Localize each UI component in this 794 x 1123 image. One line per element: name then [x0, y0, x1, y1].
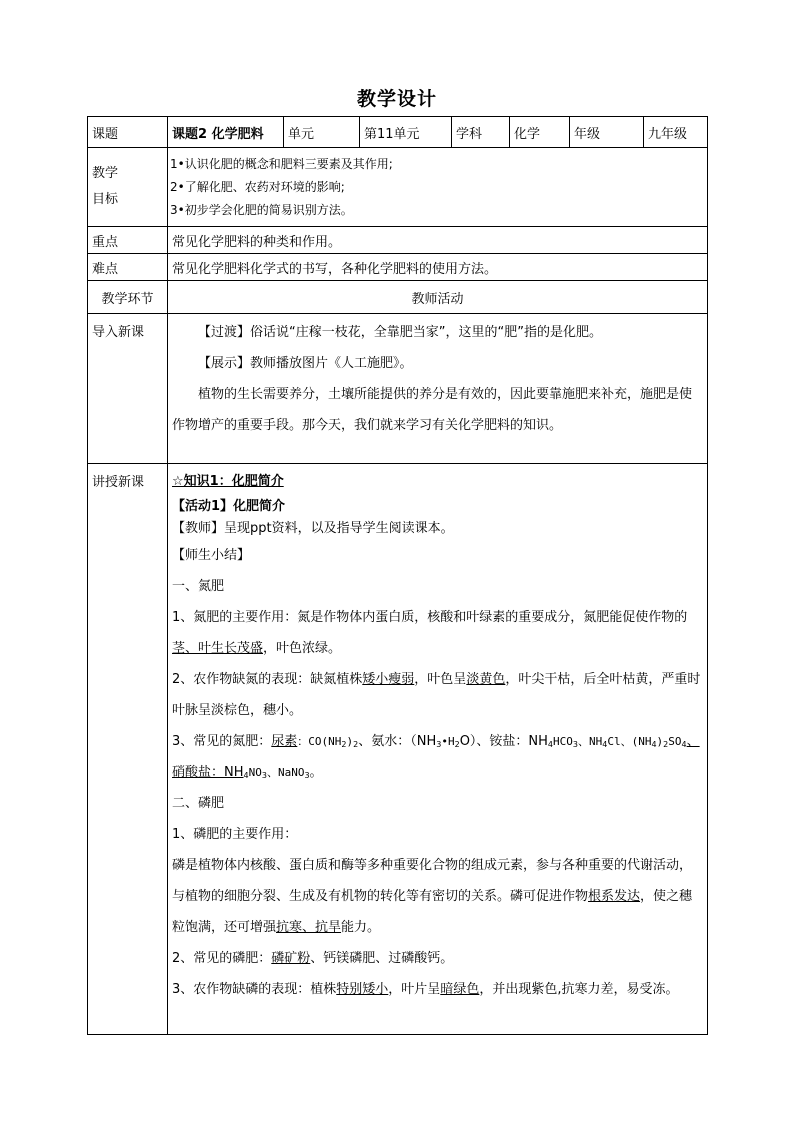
underlined-text: 茎、叶生长茂盛 — [172, 641, 264, 656]
text: 2、农作物缺氮的表现：缺氮植株 — [172, 672, 363, 687]
subscript: 2 — [341, 740, 347, 749]
text: ，叶片呈 — [388, 982, 441, 997]
formula: Cl、(NH — [607, 735, 652, 748]
nitrogen-function — [172, 602, 703, 664]
header-row — [88, 117, 708, 148]
key-point-label: 重点 — [88, 227, 168, 254]
subscript: 2 — [353, 740, 359, 749]
summary-heading: 【师生小结】 — [172, 548, 251, 563]
phosphorus-deficiency — [172, 974, 703, 1005]
page-title: 教学设计 — [356, 88, 437, 110]
underlined-text: 矮小瘦弱 — [362, 672, 415, 687]
activity-heading: 【活动1】化肥简介 — [172, 499, 286, 514]
formula: NO — [248, 766, 262, 779]
subscript: 2 — [454, 740, 460, 749]
formula: •H — [441, 735, 455, 748]
intro-row — [88, 314, 708, 464]
formula: 、氨水：（NH — [358, 734, 437, 749]
text: 3、常见的氮肥： — [172, 734, 272, 749]
phosphorus-function — [172, 850, 703, 943]
subscript: 3 — [436, 740, 442, 749]
text: 磷是植物体内核酸、蛋白质和酶等多种重要化合物的组成元素，参与各种重要的代谢活动，与植物的细胞分裂、生成及有机物的转化等有密切的关系。磷可促进作物 — [172, 858, 693, 904]
goals-label-line1: 教学 — [92, 166, 119, 181]
formula: ) — [346, 735, 354, 748]
underlined-text: 暗绿色 — [440, 982, 480, 997]
goals-content — [168, 148, 708, 227]
knowledge-heading: ☆知识1：化肥简介 — [172, 474, 284, 489]
nitrogen-common — [172, 726, 703, 788]
lesson-stage-label: 讲授新课 — [92, 475, 145, 490]
teacher-note: 【教师】呈现ppt资料，以及指导学生阅读课本。 — [172, 521, 454, 536]
activity-column-header: 教师活动 — [168, 281, 708, 314]
text: 3、农作物缺磷的表现：植株 — [172, 982, 337, 997]
underlined-text: 磷矿粉 — [271, 951, 311, 966]
formula: 、NaNO — [266, 766, 305, 779]
goal-item: 3•初步学会化肥的简易识别方法。 — [170, 202, 353, 217]
goal-item: 2•了解化肥、农药对环境的影响; — [170, 179, 345, 194]
formula: ：CO(NH — [297, 735, 342, 748]
underlined-text: 抗寒、抗旱 — [276, 920, 342, 935]
intro-stage-label: 导入新课 — [92, 325, 145, 340]
text: ，使之穗粒饱满，还可增强 — [172, 889, 693, 935]
text: ，叶色呈 — [414, 672, 467, 687]
subscript: 4 — [243, 771, 249, 780]
intro-transition: 【过渡】俗话说“庄稼一枝花，全靠肥当家”，这里的“肥”指的是化肥。 — [198, 325, 602, 340]
formula: O）、铵盐：NH — [459, 734, 548, 749]
subscript: 4 — [547, 740, 554, 749]
subscript: 4 — [681, 740, 687, 749]
underlined-text: 、硝酸盐：NH — [172, 734, 700, 780]
difficulty-row — [88, 254, 708, 281]
goal-item: 1•认识化肥的概念和肥料三要素及其作用; — [170, 156, 393, 171]
underlined-text: 特别矮小 — [336, 982, 389, 997]
intro-display: 【展示】教师播放图片《人工施肥》。 — [198, 356, 413, 371]
formula: ) — [656, 735, 664, 748]
subscript: 3 — [304, 771, 310, 780]
text: 、钙镁磷肥、过磷酸钙。 — [310, 951, 454, 966]
lesson-stage — [88, 464, 168, 1035]
intro-explanation: 植物的生长需要养分，土壤所能提供的养分是有效的，因此要靠施肥来补充，施肥是使作物增产的重要手段。那今天，我们就来学习有关化学肥料的知识。 — [172, 387, 693, 433]
lesson-row — [88, 464, 708, 1035]
text: ，并出现紫色,抗寒力差，易受冻。 — [479, 982, 679, 997]
subscript: 4 — [602, 740, 608, 749]
nitrogen-deficiency — [172, 664, 703, 726]
formula: 、NH — [577, 735, 603, 748]
phosphorus-common — [172, 943, 703, 974]
key-point-row — [88, 227, 708, 254]
text: 。 — [309, 765, 323, 780]
formula: SO — [668, 735, 682, 748]
text: 2、常见的磷肥： — [172, 951, 272, 966]
lesson-content — [168, 464, 708, 1035]
text: 能力。 — [341, 920, 381, 935]
unit-value: 第11单元 — [360, 117, 452, 148]
subject-value: 化学 — [510, 117, 570, 148]
key-point-text: 常见化学肥料的种类和作用。 — [168, 227, 708, 254]
phosphorus-function-heading: 1、磷肥的主要作用： — [172, 827, 298, 842]
lesson-plan-table — [87, 116, 708, 1035]
subject-label: 学科 — [452, 117, 510, 148]
subscript: 3 — [261, 771, 267, 780]
goals-label — [88, 148, 168, 227]
underlined-text: 尿素 — [271, 734, 298, 749]
phosphorus-title: 二、磷肥 — [172, 796, 225, 811]
intro-content — [168, 314, 708, 464]
underlined-text: 根系发达 — [588, 889, 641, 904]
difficulty-text: 常见化学肥料化学式的书写，各种化学肥料的使用方法。 — [168, 254, 708, 281]
subscript: 3 — [572, 740, 578, 749]
topic-label: 课题 — [88, 117, 168, 148]
topic-value: 课题2 化学肥料 — [168, 117, 284, 148]
underlined-text: 淡黄色 — [466, 672, 506, 687]
nitrogen-title: 一、氮肥 — [172, 579, 225, 594]
difficulty-label: 难点 — [88, 254, 168, 281]
unit-label: 单元 — [284, 117, 360, 148]
subscript: 2 — [663, 740, 669, 749]
column-header-row — [88, 281, 708, 314]
subscript: 4 — [651, 740, 657, 749]
grade-value: 九年级 — [644, 117, 708, 148]
text: ，叶尖干枯，后全叶枯黄，严重时叶脉呈淡棕色，穗小。 — [172, 672, 701, 718]
grade-label: 年级 — [570, 117, 644, 148]
goals-row — [88, 148, 708, 227]
text: ，叶色浓绿。 — [263, 641, 342, 656]
text: 1、氮肥的主要作用：氮是作物体内蛋白质，核酸和叶绿素的重要成分，氮肥能促使作物的 — [172, 610, 688, 625]
formula: HCO — [553, 735, 573, 748]
goals-label-line2: 目标 — [92, 192, 119, 207]
intro-stage — [88, 314, 168, 464]
stage-column-header: 教学环节 — [88, 281, 168, 314]
